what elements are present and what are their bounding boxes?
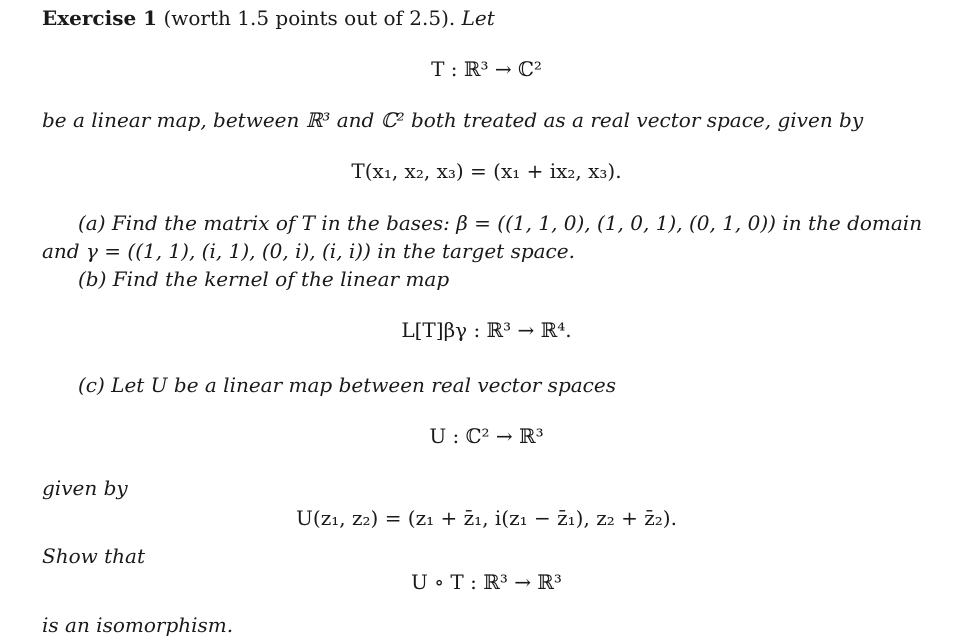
part-b-text: (b) Find the kernel of the linear map — [78, 267, 450, 291]
exercise-title: Exercise 1 — [42, 6, 158, 30]
composition-display: U ∘ T : ℝ³ → ℝ³ — [411, 570, 562, 594]
given-by-text: given by — [42, 476, 128, 500]
part-a-line-2: and γ = ((1, 1), (i, 1), (0, i), (i, i)) in the target space. — [42, 239, 575, 263]
L-map-display: L[T]βγ : ℝ³ → ℝ⁴. — [401, 318, 572, 342]
show-that-text: Show that — [42, 544, 145, 568]
intro-text: be a linear map, between ℝ³ and ℂ² both treated as a real vector space, given by — [42, 108, 864, 132]
exercise-let: Let — [461, 6, 495, 30]
map-T-display: T : ℝ³ → ℂ² — [431, 57, 542, 81]
isomorphism-text: is an isomorphism. — [42, 613, 234, 637]
map-U-display: U : ℂ² → ℝ³ — [429, 424, 544, 448]
part-a-line-1: (a) Find the matrix of T in the bases: β = ((1, 1, 0), (1, 0, 1), (0, 1, 0)) in the domain — [78, 211, 923, 235]
exercise-header — [42, 6, 495, 30]
T-definition: T(x₁, x₂, x₃) = (x₁ + ix₂, x₃). — [351, 159, 622, 183]
exercise-points: (worth 1.5 points out of 2.5). — [163, 6, 456, 30]
U-definition: U(z₁, z₂) = (z₁ + z̄₁, i(z₁ − z̄₁), z₂ + z̄₂). — [296, 506, 677, 530]
part-c-text: (c) Let U be a linear map between real vector spaces — [78, 373, 616, 397]
